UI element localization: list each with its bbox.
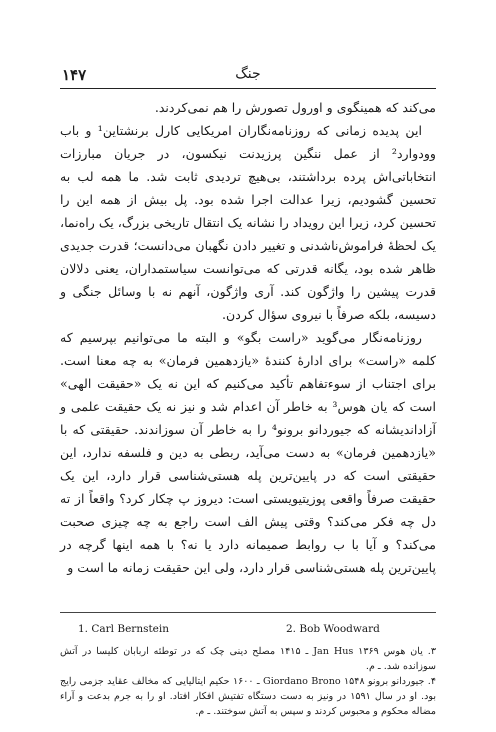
paragraph-2: این پدیده زمانی که روزنامه‌نگاران امریکایی کارل برنشتاین¹ و باب وودوارد² از عمل ننگین پرزیدنت نیکسون، در جریان مبارزات انتخاباتی‌اش پرده برداشتند، بی‌هیچ تردیدی ثابت شد. ما همه لب به تحسین گشودیم، زیرا عدالت اجرا شده بود. پل بیش از همه این را تحسین کرد، زیرا این رویداد را نشانه یک انتقال تاریخی بزرگ، یک راه‌نما، یک لحظهٔ فراموش‌ناشدنی و تغییر دادن نگهبان می‌دانست؛ قدرت جدیدی ظاهر شده بود، یگانه قدرتی که می‌توانست سیاستمداران، یعنی دلالان قدرت پیشین را واژگون کند. آری واژگون، آنهم نه با وسائل جنگی و دسیسه، بلکه صرفاً با نیروی سؤال کردن. [60, 123, 436, 322]
persian-footnotes [60, 644, 436, 719]
running-title: جنگ [235, 66, 261, 82]
footnote-3: ۳. یان هوس Jan Hus ۱۳۶۹ ـ ۱۴۱۵ مصلح دینی چک که در توطئه اربابان کلیسا در آتش سوزانده شد. ـ م. [60, 646, 436, 672]
page-number: ۱۴۷ [62, 66, 87, 84]
footnote-divider [60, 612, 436, 613]
footnote-4: ۴. جیوردانو برونو Giordano Brono ۱۵۴۸ ـ ۱۶۰۰ حکیم ایتالیایی که مخالف عقاید جزمی رایج بود. او در سال ۱۵۹۱ در ونیز به دست دستگاه تفتیش افکار افتاد. او را به جرم بدعت و آراء مضاله محکوم و محبوس کردند و سپس به آتش سوختند. ـ م. [60, 676, 437, 717]
body-text [60, 96, 436, 579]
footnote-1: 1. Carl Bernstein [78, 623, 170, 635]
paragraph-3: روزنامه‌نگار می‌گوید «راست بگو» و البته ما می‌توانیم بپرسیم که کلمه «راست» برای ادارهٔ کنندهٔ «یازدهمین فرمان» به چه معنا است. برای اجتناب از سوءتفاهم تأکید می‌کنیم که این نه یک «حقیقت الهی» است که یان هوس³ به خاطر آن اعدام شد و نیز نه یک حقیقت علمی و آزاداندیشانه که جیوردانو برونو⁴ را به خاطر آن سوزاندند. حقیقتی که با «یازدهمین فرمان» به دست می‌آید، ربطی به دین و فلسفه ندارد، این حقیقتی است که در پایین‌ترین پله هستی‌شناسی قرار دارد، این یک حقیقت صرفاً واقعی پوزیتیویستی است: دیروز پ چکار کرد؟ واقعاً از ته دل چه فکر می‌کند؟ وقتی پیش الف است راجع به چه چیزی صحبت می‌کند؟ و آیا با ب روابط صمیمانه دارد یا نه؟ با همه اینها گرچه در پایین‌ترین پله هستی‌شناسی قرار دارد، ولی این حقیقت زمانه ما است و [60, 330, 437, 575]
page-header [60, 64, 436, 89]
footnote-2: 2. Bob Woodward [286, 623, 380, 635]
paragraph-1: می‌کند که همینگوی و اورول تصورش را هم نمی‌کردند. [154, 100, 436, 115]
